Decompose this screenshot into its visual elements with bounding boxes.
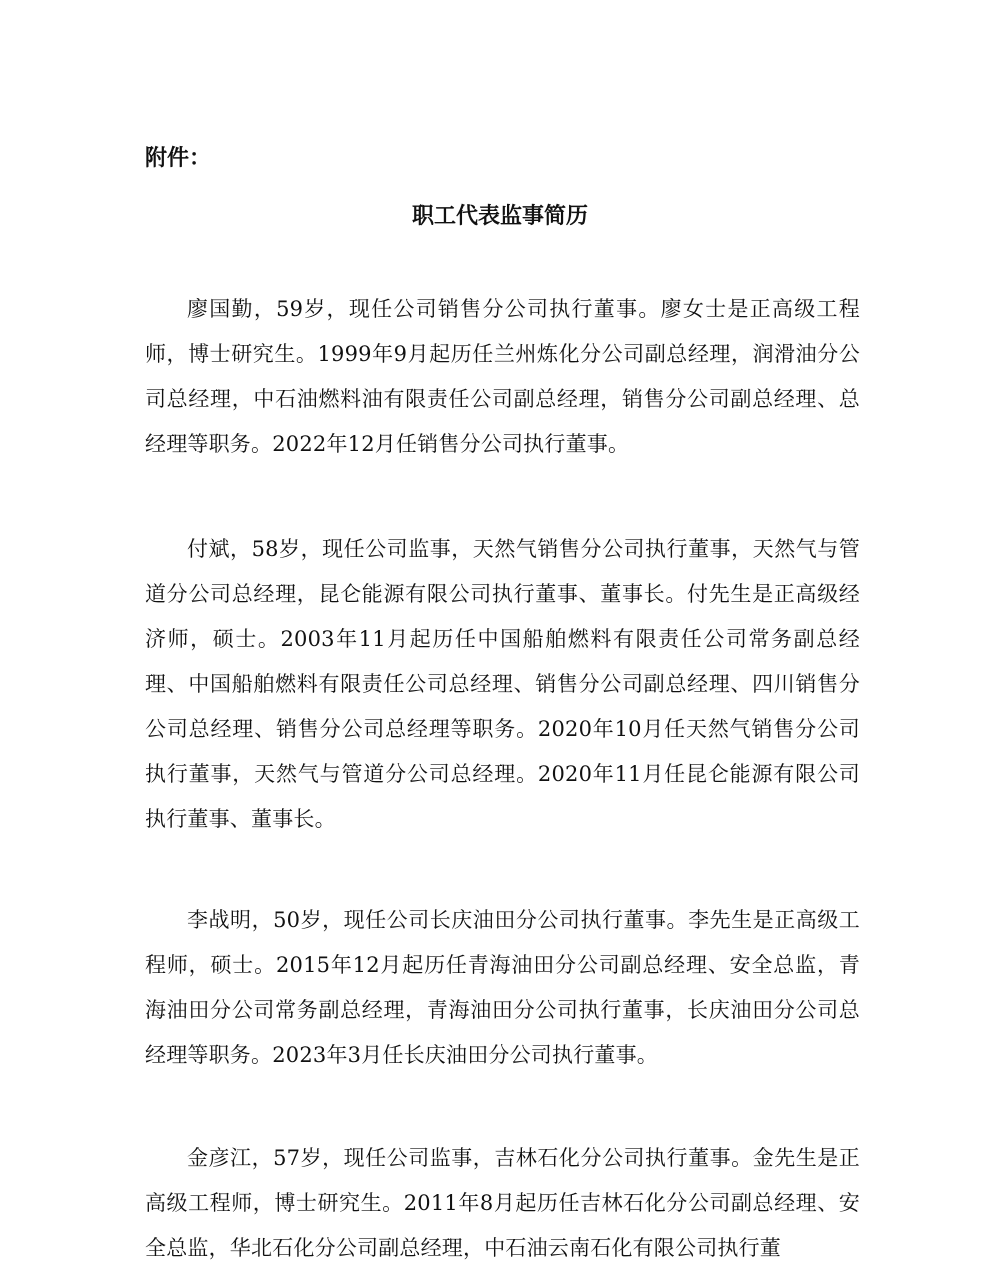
bio-paragraph-jin-yanjiang: 金彦江，57岁，现任公司监事，吉林石化分公司执行董事。金先生是正高级工程师，博士研究生。2011年8月起历任吉林石化分公司副总经理、安全总监，华北石化分公司副总经理，中石油云南石化有限公司执行董	[145, 1146, 860, 1260]
bio-paragraph-fu-bin: 付斌，58岁，现任公司监事，天然气销售分公司执行董事，天然气与管道分公司总经理，昆仑能源有限公司执行董事、董事长。付先生是正高级经济师，硕士。2003年11月起历任中国船舶燃料有限责任公司常务副总经理、中国船舶燃料有限责任公司总经理、销售分公司副总经理、四川销售分公司总经理、销售分公司总经理等职务。2020年10月任天然气销售分公司执行董事，天然气与管道分公司总经理。2020年11月任昆仑能源有限公司执行董事、董事长。	[145, 537, 860, 831]
document-title: 职工代表监事简历	[411, 204, 588, 229]
attachment-label: 附件：	[145, 146, 212, 171]
bio-paragraph-li-zhanming: 李战明，50岁，现任公司长庆油田分公司执行董事。李先生是正高级工程师，硕士。2015年12月起历任青海油田分公司副总经理、安全总监，青海油田分公司常务副总经理，青海油田分公司执行董事，长庆油田分公司总经理等职务。2023年3月任长庆油田分公司执行董事。	[145, 908, 860, 1067]
bio-paragraph-liao-guoqin: 廖国勤，59岁，现任公司销售分公司执行董事。廖女士是正高级工程师，博士研究生。1999年9月起历任兰州炼化分公司副总经理，润滑油分公司总经理，中石油燃料油有限责任公司副总经理，销售分公司副总经理、总经理等职务。2022年12月任销售分公司执行董事。	[145, 297, 860, 456]
